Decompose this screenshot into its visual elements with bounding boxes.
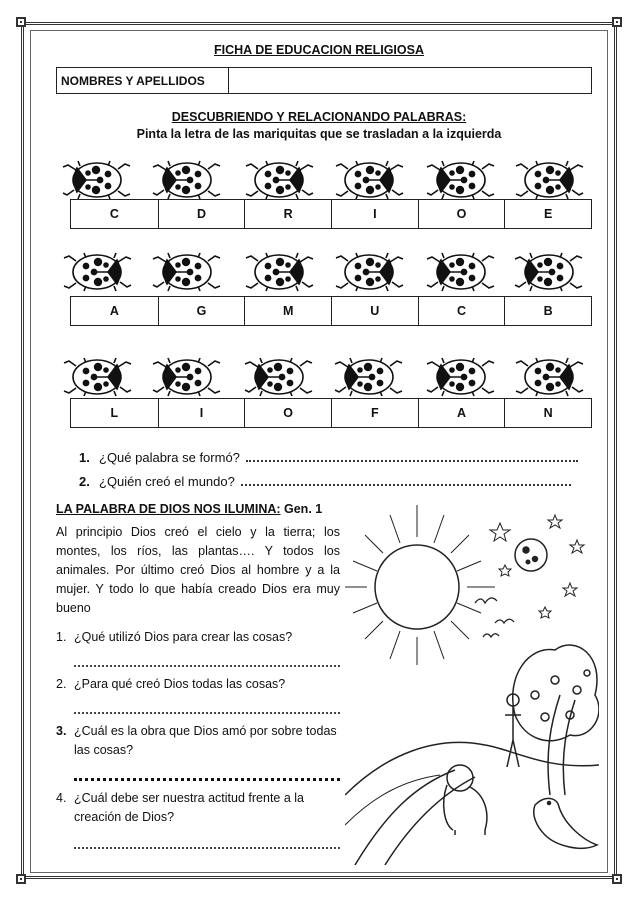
letter-row [70, 199, 592, 229]
letter-cell[interactable]: C [109, 207, 119, 221]
tree-icon [513, 645, 599, 795]
letter-cell[interactable]: M [244, 297, 331, 325]
bible-section [56, 500, 340, 849]
seal-icon [534, 798, 597, 848]
ladybug-icon [62, 355, 132, 399]
letter-row [70, 296, 592, 326]
ladybug-icon [152, 250, 222, 294]
letter-cell[interactable]: F [331, 399, 418, 427]
ladybug-icon [244, 355, 314, 399]
worksheet-title: FICHA DE EDUCACION RELIGIOSA [214, 43, 424, 57]
answer-line[interactable] [74, 768, 340, 781]
ladybug-icon [514, 355, 584, 399]
corner-ornament [612, 17, 622, 27]
top-question-1: 1. ¿Qué palabra se formó? [79, 450, 578, 465]
letter-cell[interactable]: O [244, 399, 331, 427]
ladybug-icon [514, 158, 584, 202]
ladybug-icon [334, 355, 404, 399]
ladybug-icon [426, 250, 496, 294]
letter-cell[interactable]: A [418, 399, 505, 427]
letter-cell[interactable]: L [110, 406, 119, 420]
answer-line[interactable] [74, 655, 340, 667]
question-1: 1. ¿Qué utilizó Dios para crear las cosas? [56, 630, 293, 644]
ladybug-icon [62, 250, 132, 294]
answer-line[interactable] [74, 702, 340, 714]
question-4: 4. ¿Cuál debe ser nuestra actitud frente a la creación de Dios? [56, 791, 304, 824]
ladybug-icon [152, 158, 222, 202]
sun-rays-icon [345, 505, 495, 665]
activity-subtitle: DESCUBRIENDO Y RELACIONANDO PALABRAS: [171, 110, 467, 124]
letter-cell[interactable]: D [158, 200, 245, 228]
letter-cell[interactable]: O [418, 200, 505, 228]
question-2: 2. ¿Para qué creó Dios todas las cosas? [56, 677, 286, 691]
letter-cell[interactable]: I [158, 399, 245, 427]
name-box [56, 67, 592, 94]
letter-cell[interactable]: G [158, 297, 245, 325]
ladybug-row [0, 250, 638, 300]
letter-cell[interactable]: N [504, 399, 591, 427]
ladybug-icon [334, 158, 404, 202]
creation-illustration [345, 495, 599, 865]
moon-icon [515, 539, 547, 571]
corner-ornament [16, 874, 26, 884]
section-heading: LA PALABRA DE DIOS NOS ILUMINA: Gen. 1 [56, 502, 323, 516]
answer-line[interactable] [74, 837, 340, 849]
letter-cell[interactable]: A [109, 304, 119, 318]
answer-line[interactable] [246, 450, 578, 462]
name-field[interactable] [229, 68, 591, 93]
letter-cell[interactable]: U [331, 297, 418, 325]
ladybug-icon [426, 158, 496, 202]
ladybug-icon [334, 250, 404, 294]
lion-icon [444, 765, 487, 835]
birds-icon [475, 598, 514, 637]
stars-icon [490, 515, 584, 618]
bible-paragraph: Al principio Dios creó el cielo y la tierra; los montes, los ríos, las plantas…. Y todos los animales. Por último creó Dios al hombre y a la mujer. Y todo lo que había creado Dios era muy bueno [56, 525, 340, 615]
letter-cell[interactable]: B [504, 297, 591, 325]
hill-line [345, 742, 599, 795]
letter-cell[interactable]: E [504, 200, 591, 228]
letter-cell[interactable]: I [331, 200, 418, 228]
activity-instruction: Pinta la letra de las mariquitas que se trasladan a la izquierda [136, 127, 502, 141]
letter-row [70, 398, 592, 428]
answer-line[interactable] [241, 474, 571, 486]
letter-cell[interactable]: R [244, 200, 331, 228]
ladybug-icon [426, 355, 496, 399]
ladybug-icon [62, 158, 132, 202]
question-3: 3. ¿Cuál es la obra que Dios amó por sobre todas las cosas? [56, 724, 337, 757]
corner-ornament [612, 874, 622, 884]
top-question-2: 2. ¿Quién creó el mundo? [79, 474, 571, 489]
ladybug-icon [514, 250, 584, 294]
ladybug-icon [152, 355, 222, 399]
letter-cell[interactable]: C [418, 297, 505, 325]
corner-ornament [16, 17, 26, 27]
name-label: NOMBRES Y APELLIDOS [57, 68, 229, 93]
ladybug-icon [244, 158, 314, 202]
ladybug-icon [244, 250, 314, 294]
sun-icon [375, 545, 459, 629]
